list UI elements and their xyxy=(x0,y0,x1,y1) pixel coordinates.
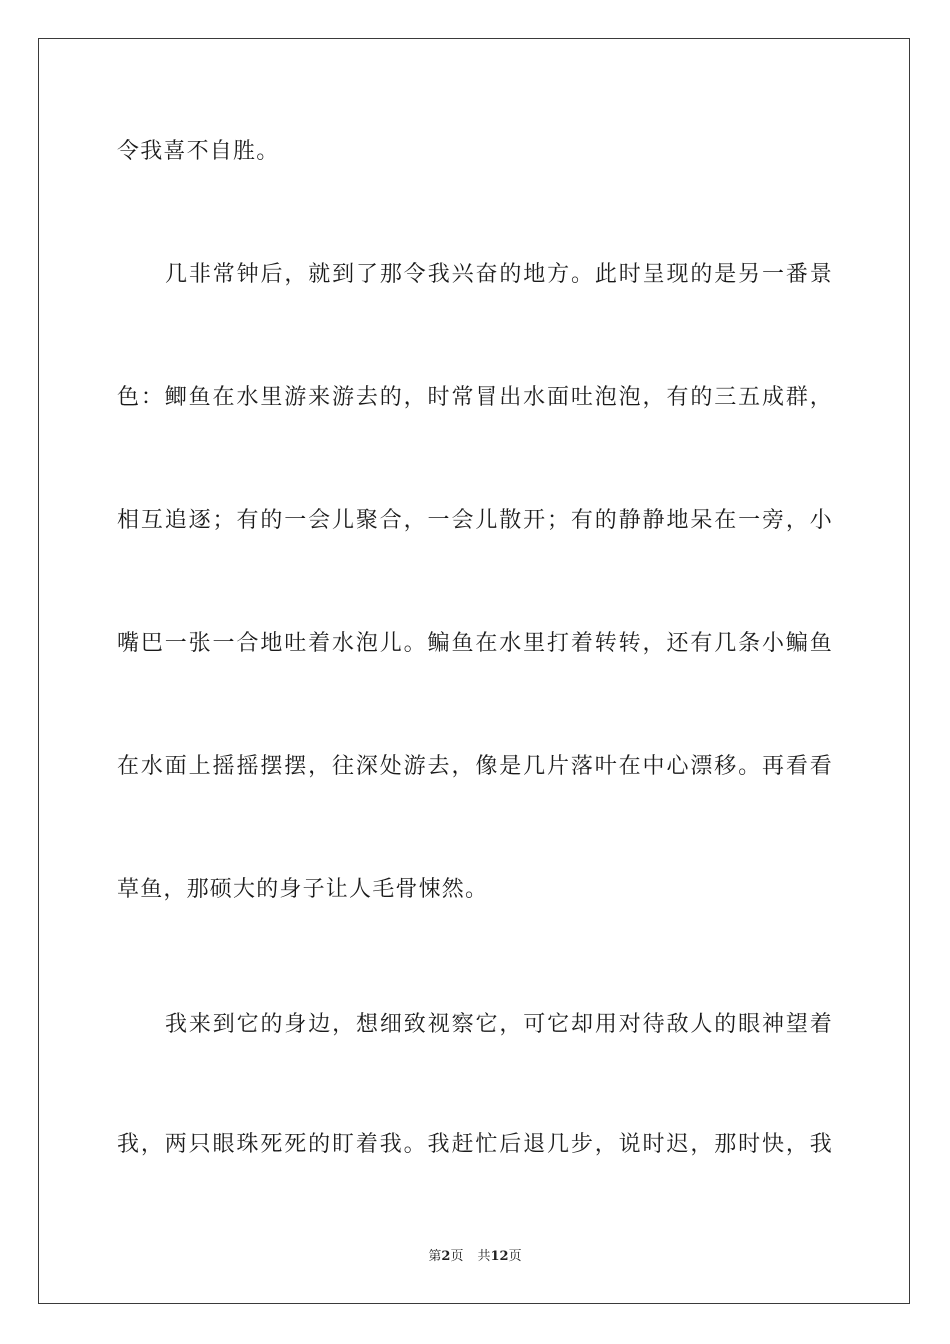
paragraph-line-3: 色：鲫鱼在水里游来游去的，时常冒出水面吐泡泡，有的三五成群， xyxy=(117,385,833,410)
total-prefix: 共 xyxy=(477,1249,491,1264)
paragraph-line-5: 嘴巴一张一合地吐着水泡儿。鳊鱼在水里打着转转，还有几条小鳊鱼 xyxy=(117,631,833,656)
page-prefix: 第 xyxy=(428,1249,442,1264)
paragraph-line-9: 我，两只眼珠死死的盯着我。我赶忙后退几步，说时迟，那时快，我 xyxy=(117,1132,833,1157)
total-suffix: 页 xyxy=(508,1249,522,1264)
page-number: 2 xyxy=(441,1249,451,1264)
page-suffix: 页 xyxy=(450,1249,464,1264)
paragraph-line-2: 几非常钟后，就到了那令我兴奋的地方。此时呈现的是另一番景 xyxy=(165,262,833,287)
page-footer xyxy=(0,1248,950,1266)
paragraph-line-7: 草鱼，那硕大的身子让人毛骨悚然。 xyxy=(117,877,489,902)
paragraph-line-1: 令我喜不自胜。 xyxy=(117,139,280,164)
paragraph-line-6: 在水面上摇摇摆摆，往深处游去，像是几片落叶在中心漂移。再看看 xyxy=(117,754,833,779)
paragraph-line-8: 我来到它的身边，想细致视察它，可它却用对待敌人的眼神望着 xyxy=(165,1012,833,1037)
page-border xyxy=(38,38,910,1304)
paragraph-line-4: 相互追逐；有的一会儿聚合，一会儿散开；有的静静地呆在一旁，小 xyxy=(117,508,833,533)
total-pages: 12 xyxy=(490,1249,509,1264)
